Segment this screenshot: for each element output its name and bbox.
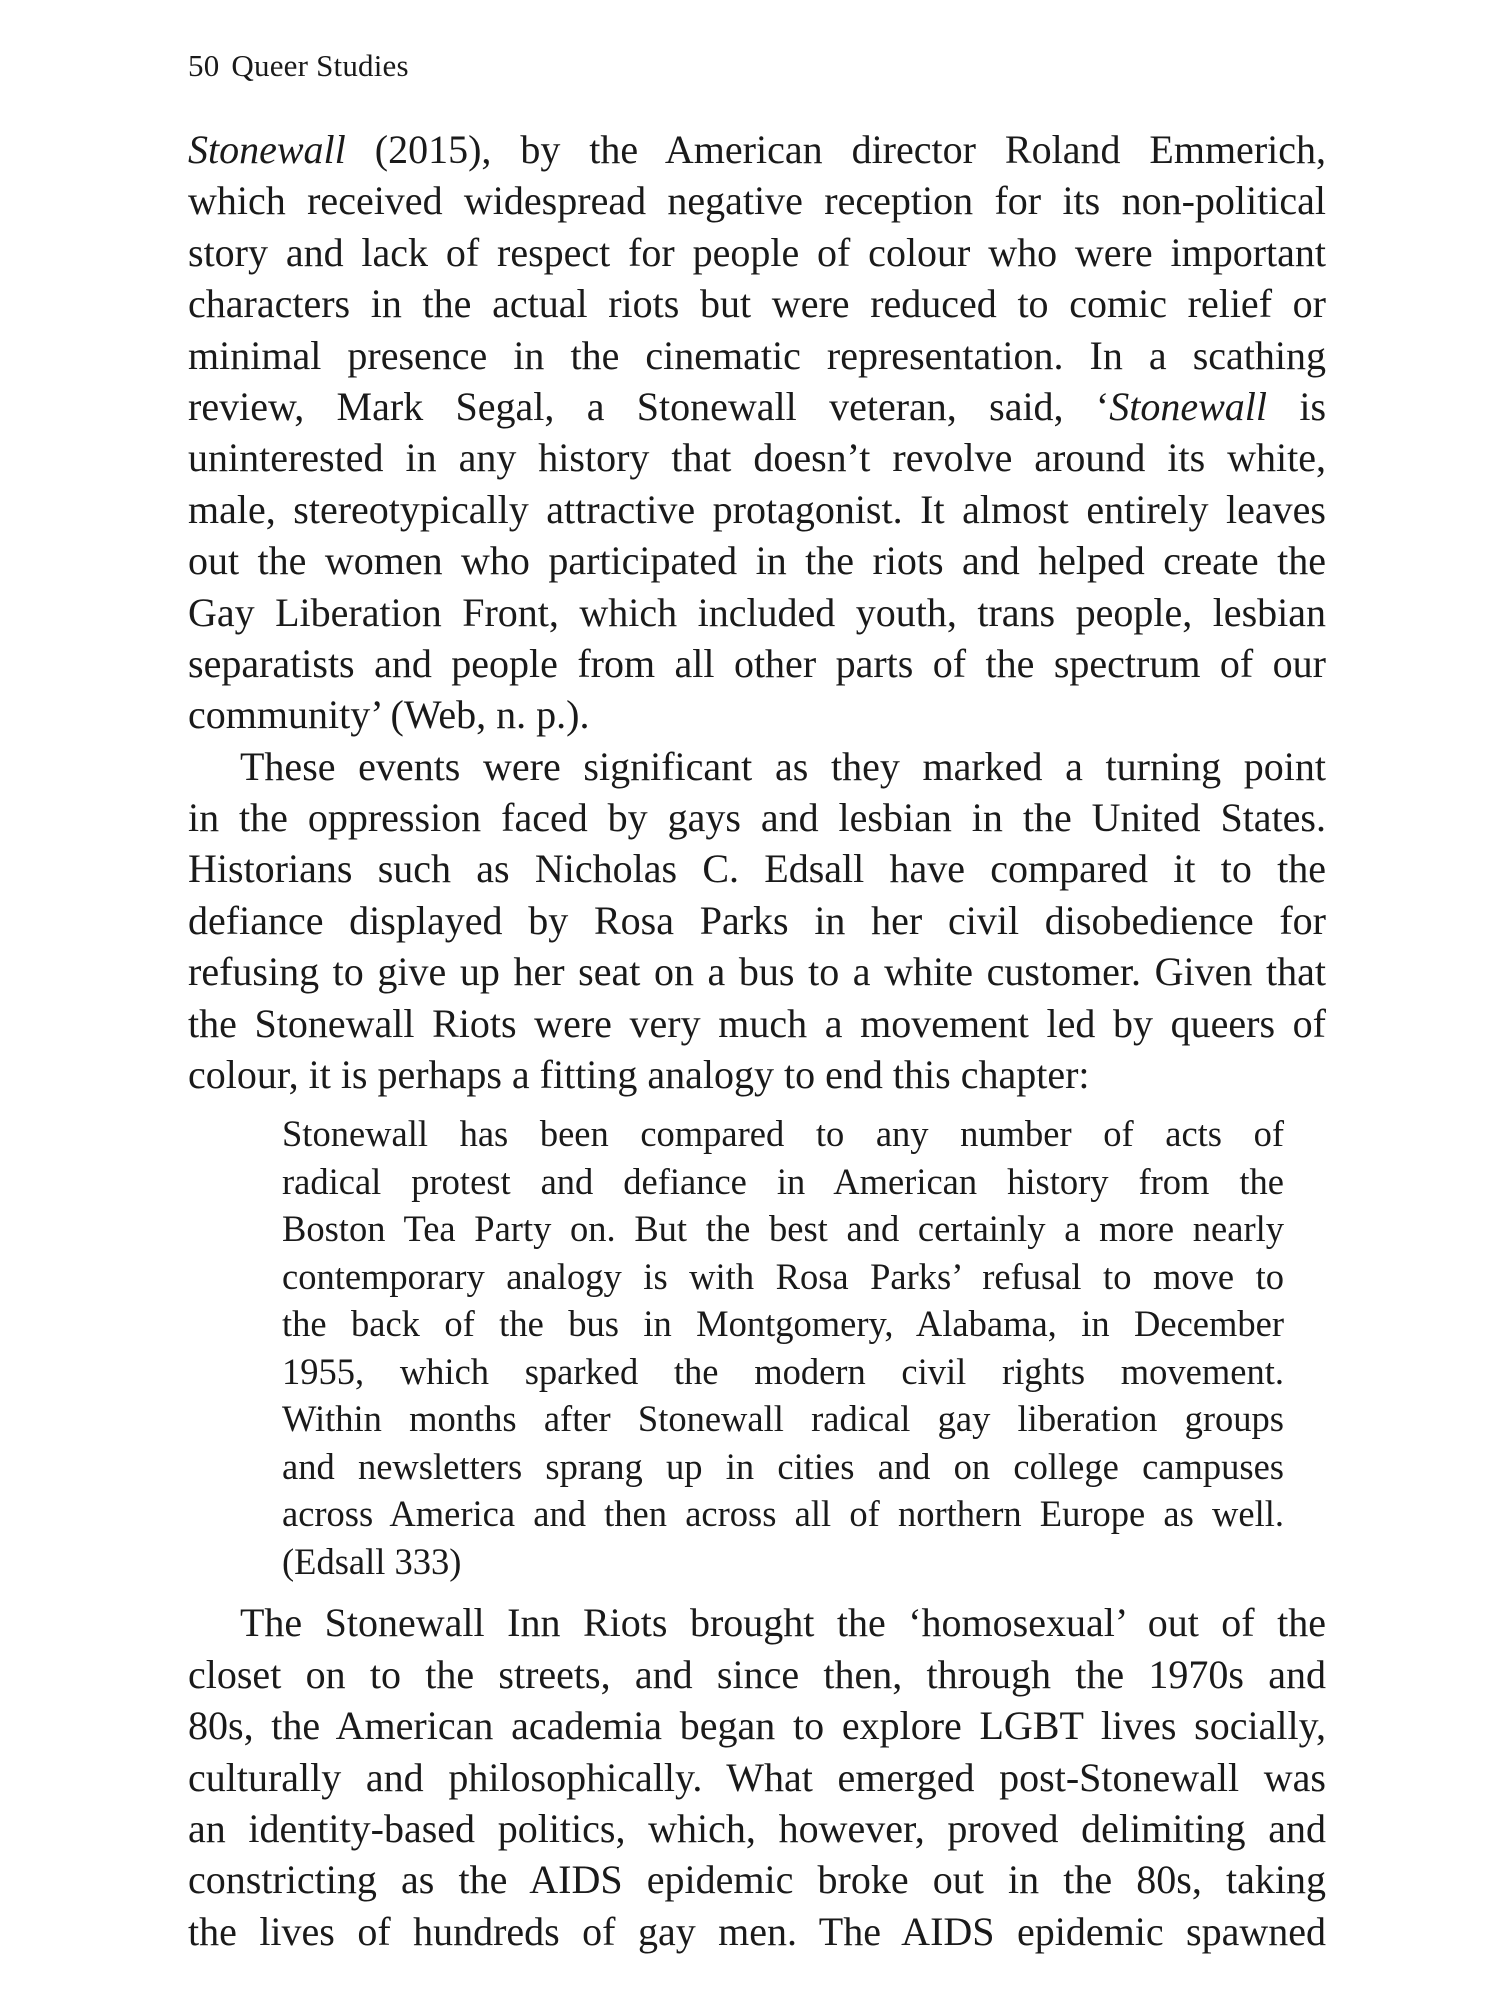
text-line: out the women who participated in the riots and helped create the — [188, 538, 1326, 584]
text-line: Historians such as Nicholas C. Edsall have compared it to the — [188, 846, 1326, 892]
text-line: constricting as the AIDS epidemic broke out in the 80s, taking — [188, 1857, 1326, 1903]
text-line: in the oppression faced by gays and lesbian in the United States. — [188, 795, 1326, 841]
text-line: characters in the actual riots but were reduced to comic relief or — [188, 281, 1326, 327]
paragraph-2 — [188, 741, 1326, 1101]
text-line: defiance displayed by Rosa Parks in her civil disobedience for — [188, 897, 1326, 943]
text-line: an identity-based politics, which, however, proved delimiting and — [188, 1805, 1326, 1851]
text-line: 80s, the American academia began to explore LGBT lives socially, — [188, 1703, 1326, 1749]
running-header — [188, 46, 409, 86]
text-line: culturally and philosophically. What emerged post-Stonewall was — [188, 1754, 1326, 1800]
film-title: Stonewall — [1109, 383, 1267, 429]
quote-line: the back of the bus in Montgomery, Alabama, in December — [282, 1303, 1284, 1345]
quote-line: 1955, which sparked the modern civil rights movement. — [282, 1350, 1284, 1392]
page-body — [188, 124, 1326, 1957]
film-title: Stonewall — [188, 127, 346, 172]
quote-line: Boston Tea Party on. But the best and certainly a more nearly — [282, 1208, 1284, 1250]
page-number: 50 — [188, 48, 220, 83]
text-line: These events were significant as they marked a turning point — [240, 743, 1326, 789]
quote-line: contemporary analogy is with Rosa Parks’ refusal to move to — [282, 1255, 1284, 1297]
quote-line: Stonewall has been compared to any number of acts of — [282, 1113, 1284, 1155]
quote-line: and newsletters sprang up in cities and on college campuses — [282, 1445, 1284, 1487]
text-line: the lives of hundreds of gay men. The AIDS epidemic spawned — [188, 1908, 1326, 1954]
text-line: The Stonewall Inn Riots brought the ‘homosexual’ out of the — [240, 1600, 1326, 1646]
text-line: uninterested in any history that doesn’t revolve around its white, — [188, 435, 1326, 481]
quote-line: radical protest and defiance in American history from the — [282, 1160, 1284, 1202]
text-line: community’ (Web, n. p.). — [188, 692, 590, 738]
text-line: Gay Liberation Front, which included youth, trans people, lesbian — [188, 589, 1326, 635]
text-line: refusing to give up her seat on a bus to a white customer. Given that — [188, 949, 1326, 995]
block-quote — [188, 1110, 1326, 1585]
text-line: review, Mark Segal, a Stonewall veteran, said, ‘Stonewall is — [188, 383, 1327, 429]
running-title: Queer Studies — [231, 48, 409, 83]
paragraph-1 — [188, 124, 1326, 741]
paragraph-3 — [188, 1597, 1326, 1957]
text-line: minimal presence in the cinematic representation. In a scathing — [188, 332, 1326, 378]
quote-citation: (Edsall 333) — [282, 1540, 462, 1582]
text-line: Stonewall (2015), by the American director Roland Emmerich, — [188, 127, 1327, 172]
text-line: separatists and people from all other parts of the spectrum of our — [188, 640, 1326, 686]
text-line: colour, it is perhaps a fitting analogy to end this chapter: — [188, 1052, 1090, 1098]
text-line: closet on to the streets, and since then, through the 1970s and — [188, 1651, 1326, 1697]
text-line: male, stereotypically attractive protagonist. It almost entirely leaves — [188, 486, 1326, 532]
text-line: story and lack of respect for people of colour who were important — [188, 229, 1326, 275]
text-line: which received widespread negative reception for its non-political — [188, 178, 1326, 224]
quote-line: across America and then across all of northern Europe as well. — [282, 1493, 1284, 1535]
text-line: the Stonewall Riots were very much a movement led by queers of — [188, 1000, 1326, 1046]
quote-line: Within months after Stonewall radical gay liberation groups — [282, 1398, 1284, 1440]
